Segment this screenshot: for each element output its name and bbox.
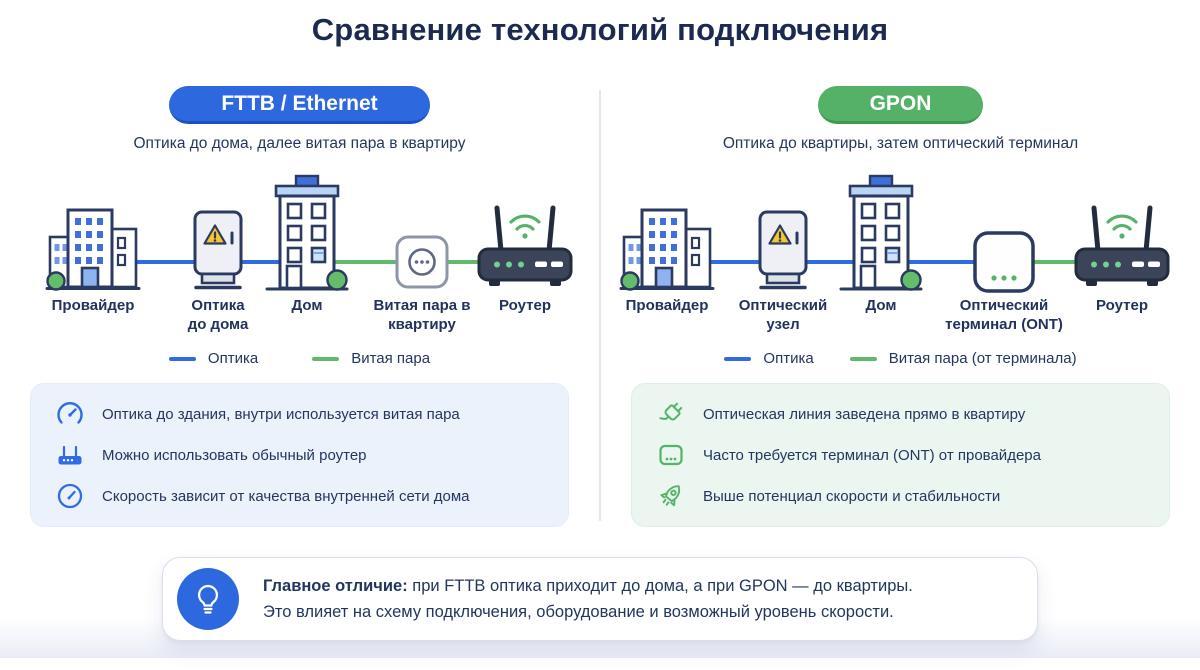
node-label: Дом xyxy=(865,297,897,314)
note-text xyxy=(263,573,913,626)
page-title: Сравнение технологий подключения xyxy=(311,12,889,47)
wall-socket-icon xyxy=(394,234,450,290)
fttb-feature-list xyxy=(30,383,569,527)
feature-item xyxy=(656,399,1145,429)
provider-building-icon xyxy=(45,191,141,291)
fttb-panel xyxy=(0,86,599,527)
gpon-legend xyxy=(601,350,1200,367)
fiber-plug-icon xyxy=(656,399,686,429)
apartment-building-icon xyxy=(265,174,349,292)
lightbulb-icon xyxy=(177,568,239,630)
node-label: Роутер xyxy=(1096,297,1148,314)
feature-text: Выше потенциал скорости и стабильности xyxy=(703,487,1001,505)
speedometer-icon xyxy=(55,399,85,429)
twisted-pair-swatch xyxy=(312,357,339,361)
optic-line-swatch xyxy=(169,357,196,361)
twisted-pair-swatch xyxy=(850,357,877,361)
feature-text: Можно использовать обычный роутер xyxy=(102,446,367,464)
gpon-badge: GPON xyxy=(818,86,984,124)
fttb-subtitle: Оптика до дома, далее витая пара в квартиру xyxy=(133,135,466,152)
node-label: Дом xyxy=(291,297,323,314)
legend-label: Витая пара xyxy=(351,350,431,367)
provider-building-icon xyxy=(619,191,715,291)
gpon-network-diagram xyxy=(601,171,1200,336)
street-cabinet-icon xyxy=(747,209,819,291)
legend-label: Оптика xyxy=(763,350,814,367)
legend-label: Оптика xyxy=(207,350,259,367)
feature-text: Оптическая линия заведена прямо в квартиру xyxy=(703,405,1026,423)
note-lead: Главное отличие: xyxy=(263,576,408,595)
legend-item xyxy=(312,350,430,367)
gpon-feature-list xyxy=(631,383,1170,527)
feature-text: Оптика до здания, внутри используется витая пара xyxy=(102,405,460,423)
wifi-router-icon xyxy=(472,199,578,289)
apartment-building-icon xyxy=(839,174,923,292)
router-icon xyxy=(55,440,85,470)
gpon-subtitle: Оптика до квартиры, затем оптический терминал xyxy=(722,135,1079,152)
gpon-panel xyxy=(601,86,1200,527)
street-cabinet-icon xyxy=(182,209,254,291)
fttb-badge: FTTB / Ethernet xyxy=(169,86,429,124)
legend-item xyxy=(724,350,813,367)
node-label: Роутер xyxy=(499,297,551,314)
feature-item xyxy=(55,440,544,470)
ont-box-icon xyxy=(972,230,1036,294)
node-label: Провайдер xyxy=(51,297,135,314)
note-line-2: Это влияет на схему подключения, оборудование и возможный уровень скорости. xyxy=(263,603,894,621)
node-label: Провайдер xyxy=(625,297,709,314)
node-label: Витая пара в квартиру xyxy=(373,297,471,333)
feature-text: Скорость зависит от качества внутренней сети дома xyxy=(102,487,470,505)
fttb-legend xyxy=(0,350,599,367)
ont-terminal-icon xyxy=(656,440,686,470)
legend-label: Витая пара (от терминала) xyxy=(888,350,1077,367)
key-difference-note xyxy=(162,557,1038,641)
note-line-1: Главное отличие: при FTTB оптика приходит до дома, а при GPON — до квартиры. xyxy=(263,576,913,595)
gauge-icon xyxy=(55,481,85,511)
wifi-router-icon xyxy=(1069,199,1175,289)
optic-line-swatch xyxy=(724,357,751,361)
legend-item xyxy=(850,350,1077,367)
feature-item xyxy=(656,481,1145,511)
node-label: Оптический узел xyxy=(738,297,828,333)
feature-item xyxy=(55,399,544,429)
node-label: Оптика до дома xyxy=(187,297,249,333)
legend-item xyxy=(169,350,258,367)
rocket-icon xyxy=(656,481,686,511)
feature-item xyxy=(55,481,544,511)
feature-item xyxy=(656,440,1145,470)
node-label: Оптический терминал (ONT) xyxy=(945,297,1063,333)
feature-text: Часто требуется терминал (ONT) от провайдера xyxy=(703,446,1041,464)
fttb-network-diagram xyxy=(0,171,599,336)
comparison-columns xyxy=(0,86,1200,527)
